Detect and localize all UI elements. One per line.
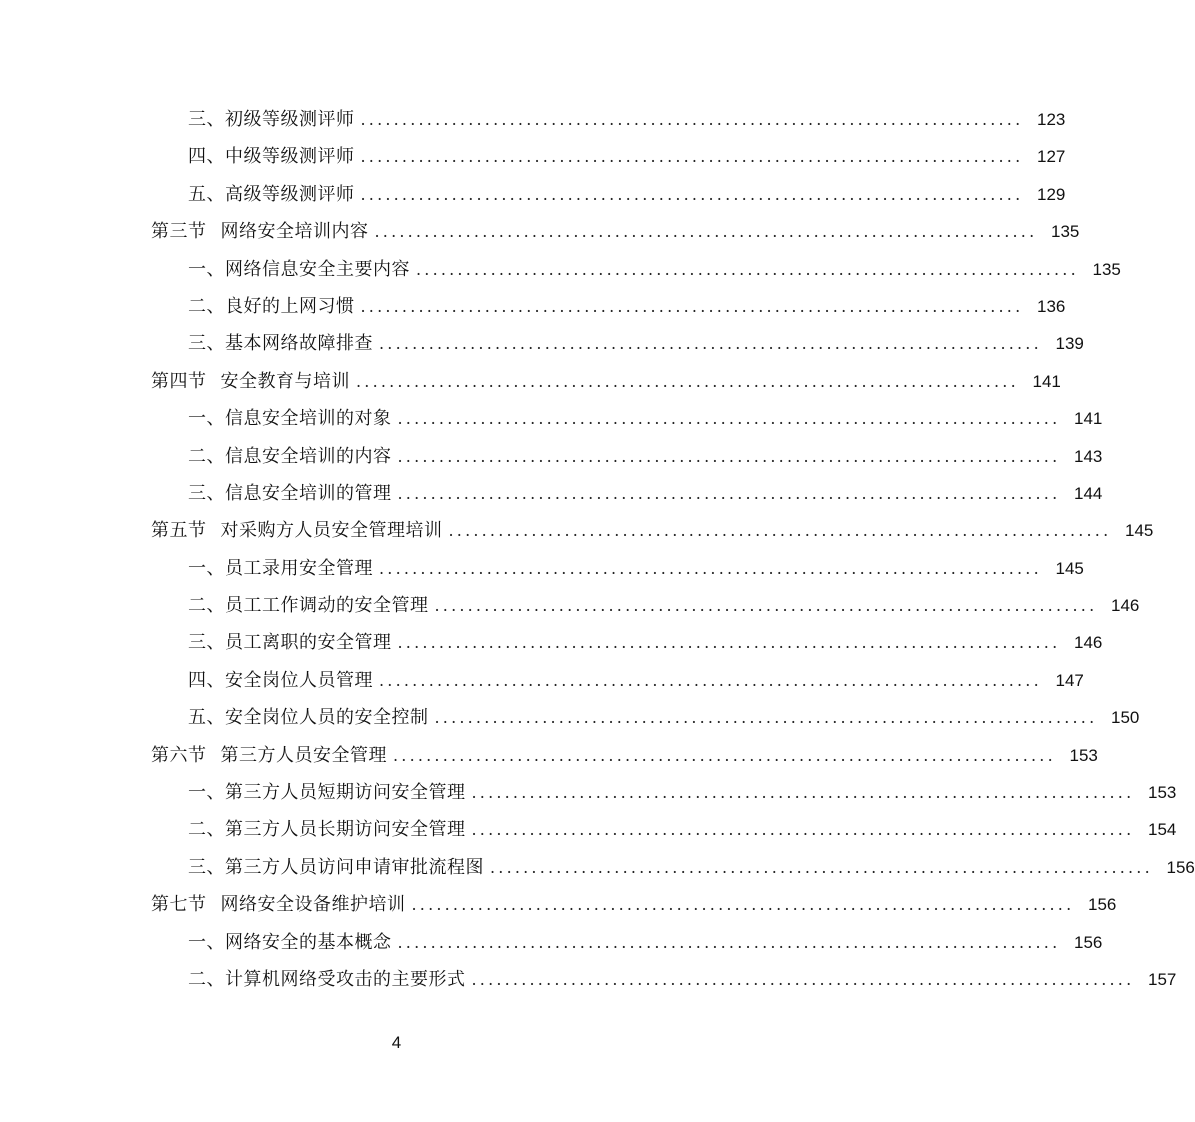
toc-dot-leader: ................................................................................ [397,409,1061,429]
toc-entry-label: 一、信息安全培训的对象 [188,408,392,430]
toc-item-row[interactable] [0,475,1103,512]
toc-item-row[interactable] [0,438,1103,475]
toc-dot-leader: ................................................................................ [374,222,1038,242]
toc-entry-text [188,176,355,213]
toc-page-number: 136 [1037,296,1066,316]
toc-entry-text [151,886,406,923]
toc-page-number: 139 [1055,334,1084,354]
toc-item-row[interactable] [0,400,1103,437]
toc-section-title: 安全教育与培训 [220,370,350,392]
toc-page-number: 141 [1032,371,1061,391]
toc-entry-text [188,961,466,998]
toc-entry-text [188,587,429,624]
toc-entry-text [151,737,387,774]
toc-entry-text [188,924,392,961]
toc-item-row[interactable] [0,325,1084,362]
toc-page-number: 150 [1111,708,1140,728]
toc-item-row[interactable] [0,176,1066,213]
toc-section-row[interactable] [0,363,1061,400]
toc-page-number: 143 [1074,446,1103,466]
toc-entry-label: 三、初级等级测评师 [188,109,355,130]
toc-dot-leader: ................................................................................ [397,633,1061,653]
toc-section-label: 第四节 [151,370,207,392]
toc-entry-text [188,101,355,138]
toc-dot-leader: ................................................................................ [490,857,1153,877]
toc-entry-label: 二、信息安全培训的内容 [188,445,392,467]
toc-dot-leader: ................................................................................ [379,670,1042,690]
toc-dot-leader: ................................................................................ [397,483,1061,503]
toc-dot-leader: ................................................................................ [471,969,1135,989]
toc-item-row[interactable] [0,961,1177,998]
toc-entry-text [151,213,369,250]
toc-entry-text [188,400,392,437]
toc-entry-text [188,849,484,886]
toc-entry-label: 五、安全岗位人员的安全控制 [188,707,429,729]
table-of-contents [0,101,1195,998]
toc-page-number: 157 [1148,969,1177,989]
toc-entry-text [188,138,355,175]
toc-entry-label: 四、安全岗位人员管理 [188,669,373,691]
toc-entry-text [188,288,355,325]
toc-entry-text [188,438,392,475]
toc-section-title: 对采购方人员安全管理培训 [220,520,443,542]
toc-dot-leader: ................................................................................ [434,596,1098,616]
toc-entry-label: 四、中级等级测评师 [188,146,355,168]
toc-entry-text [188,550,373,587]
toc-page-number: 144 [1074,483,1103,503]
toc-section-label: 第三节 [151,221,207,243]
toc-entry-label: 五、高级等级测评师 [188,183,355,205]
toc-section-row[interactable] [0,737,1098,774]
toc-page-number: 153 [1148,783,1177,803]
toc-page-number: 141 [1074,409,1103,429]
toc-item-row[interactable] [0,587,1140,624]
toc-entry-label: 二、员工工作调动的安全管理 [188,595,429,617]
toc-item-row[interactable] [0,138,1066,175]
toc-section-title: 网络安全设备维护培训 [220,894,406,916]
toc-dot-leader: ................................................................................ [471,783,1135,803]
toc-dot-leader: ................................................................................ [416,259,1079,279]
toc-item-row[interactable] [0,699,1140,736]
toc-section-label: 第六节 [151,744,207,766]
toc-entry-label: 三、员工离职的安全管理 [188,632,392,654]
page-number: 4 [391,1033,402,1052]
toc-section-row[interactable] [0,512,1154,549]
toc-entry-text [188,699,429,736]
toc-item-row[interactable] [0,288,1066,325]
toc-dot-leader: ................................................................................ [356,371,1019,391]
toc-item-row[interactable] [0,251,1121,288]
toc-section-title: 网络安全培训内容 [220,221,369,243]
toc-dot-leader: ................................................................................ [411,895,1075,915]
toc-item-row[interactable] [0,924,1103,961]
toc-item-row[interactable] [0,662,1084,699]
toc-page-number: 147 [1055,670,1084,690]
toc-entry-label: 三、第三方人员访问申请审批流程图 [188,856,484,878]
toc-dot-leader: ................................................................................ [393,745,1056,765]
toc-dot-leader: ................................................................................ [471,820,1135,840]
toc-page-number: 129 [1037,184,1066,204]
toc-entry-text [151,363,350,400]
toc-entry-label: 三、基本网络故障排查 [188,333,373,355]
toc-section-title: 第三方人员安全管理 [220,744,387,766]
toc-dot-leader: ................................................................................ [379,558,1042,578]
toc-dot-leader: ................................................................................ [448,521,1112,541]
toc-entry-label: 一、网络安全的基本概念 [188,931,392,953]
toc-dot-leader: ................................................................................ [360,296,1024,316]
toc-entry-text [151,512,443,549]
toc-entry-text [188,624,392,661]
toc-item-row[interactable] [0,811,1177,848]
toc-page-number: 135 [1051,222,1080,242]
toc-section-label: 第七节 [151,894,207,916]
toc-section-label: 第五节 [151,520,207,542]
toc-item-row[interactable] [0,550,1084,587]
toc-page-number: 123 [1037,110,1066,129]
toc-page-number: 145 [1125,521,1154,541]
toc-section-row[interactable] [0,213,1080,250]
toc-page-number: 135 [1092,259,1121,279]
toc-entry-label: 二、第三方人员长期访问安全管理 [188,819,466,841]
toc-item-row[interactable] [0,774,1177,811]
toc-entry-label: 三、信息安全培训的管理 [188,482,392,504]
toc-entry-label: 一、第三方人员短期访问安全管理 [188,782,466,804]
toc-dot-leader: ................................................................................ [397,932,1061,952]
toc-page-number: 146 [1111,596,1140,616]
toc-dot-leader: ................................................................................ [379,334,1042,354]
toc-page-number: 156 [1074,932,1103,952]
toc-dot-leader: ................................................................................ [360,184,1024,204]
toc-item-row[interactable] [0,101,1066,138]
toc-page-number: 156 [1088,895,1117,915]
toc-entry-text [188,251,410,288]
toc-page-number: 145 [1055,558,1084,578]
toc-item-row[interactable] [0,624,1103,661]
toc-dot-leader: ................................................................................ [397,446,1061,466]
toc-page-number: 156 [1166,857,1195,877]
toc-entry-text [188,325,373,362]
toc-entry-label: 二、计算机网络受攻击的主要形式 [188,968,466,990]
toc-page-number: 146 [1074,633,1103,653]
toc-entry-label: 一、网络信息安全主要内容 [188,258,410,280]
toc-entry-label: 一、员工录用安全管理 [188,557,373,579]
toc-dot-leader: ................................................................................ [360,110,1024,129]
toc-entry-label: 二、良好的上网习惯 [188,295,355,317]
toc-entry-text [188,475,392,512]
toc-entry-text [188,662,373,699]
toc-item-row[interactable] [0,849,1195,886]
toc-entry-text [188,774,466,811]
toc-page-number: 153 [1069,745,1098,765]
toc-section-row[interactable] [0,886,1117,923]
toc-dot-leader: ................................................................................ [434,708,1098,728]
toc-entry-text [188,811,466,848]
toc-dot-leader: ................................................................................ [360,147,1024,167]
toc-page-number: 127 [1037,147,1066,167]
toc-page-number: 154 [1148,820,1177,840]
